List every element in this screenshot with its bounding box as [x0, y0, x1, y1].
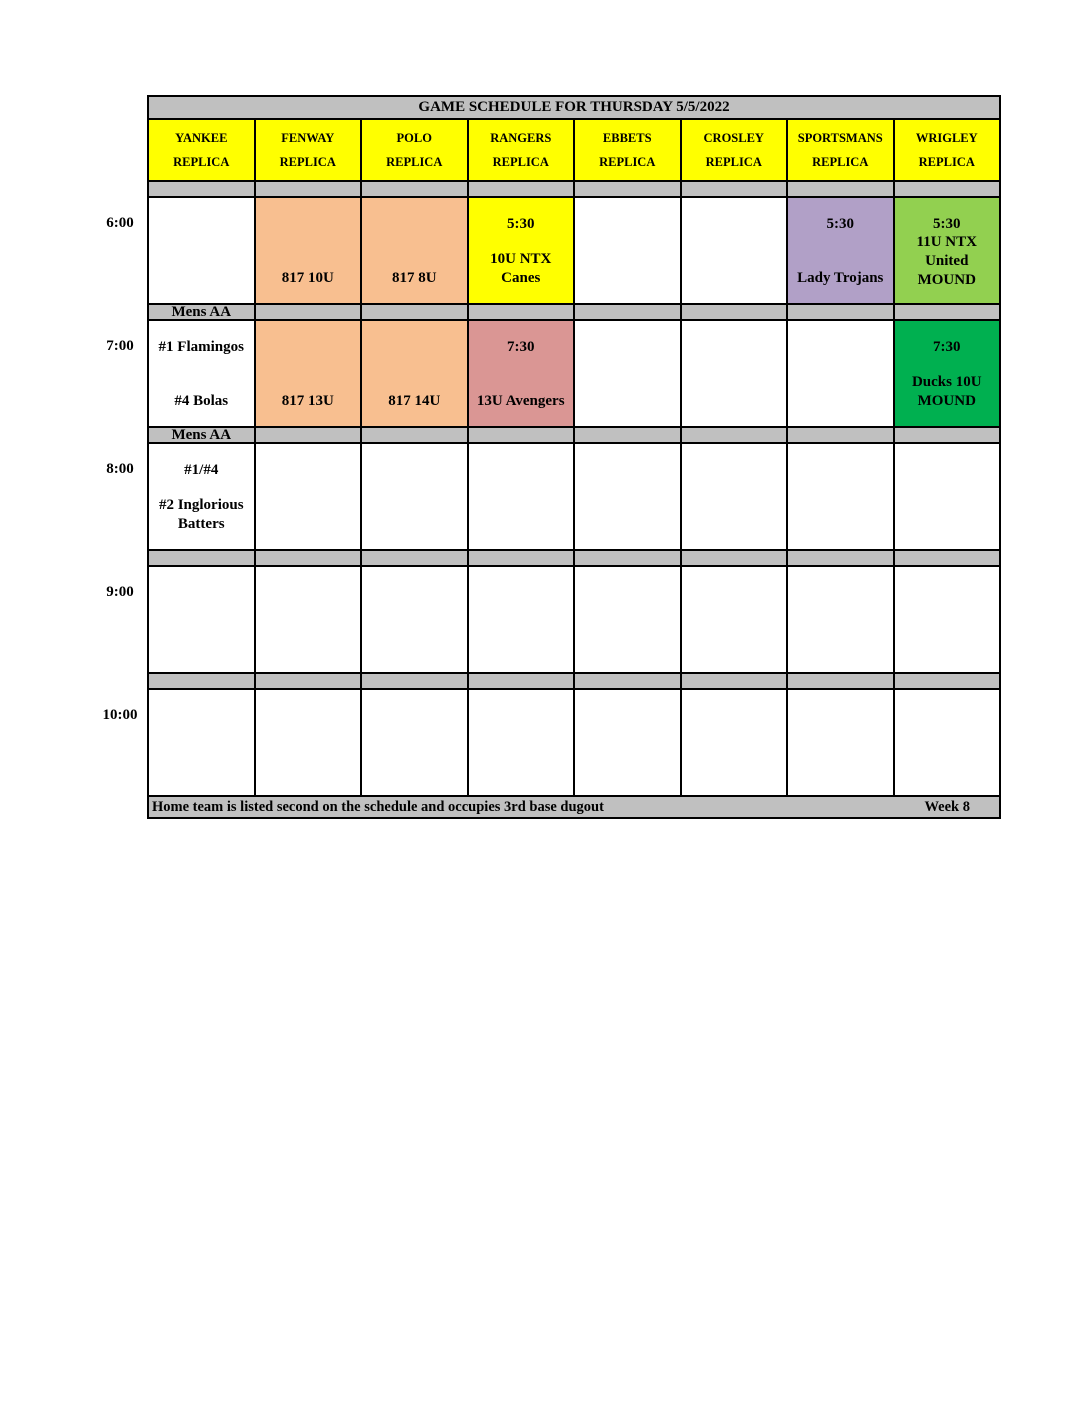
separator-row: [148, 427, 1000, 443]
field-header: [894, 119, 1001, 181]
separator-cell: [574, 550, 681, 566]
time-slot-row: [148, 197, 1000, 304]
game-cell: [255, 443, 362, 550]
team-name: 13U Avengers: [476, 393, 565, 409]
separator-cell: [361, 673, 468, 689]
field-subtitle: REPLICA: [386, 155, 443, 169]
game-entry: [362, 199, 467, 302]
game-cell: [361, 566, 468, 673]
separator-cell: [681, 550, 788, 566]
game-cell: [681, 566, 788, 673]
week-label: Week 8: [924, 798, 970, 815]
game-cell: [148, 443, 255, 550]
separator-cell: [787, 673, 894, 689]
field-name: CROSLEY: [703, 131, 764, 145]
time-slot-row: [148, 566, 1000, 673]
team-name: 817 8U: [391, 270, 437, 286]
game-cell: [255, 566, 362, 673]
game-entry: [256, 322, 361, 425]
field-subtitle: REPLICA: [492, 155, 549, 169]
field-header: [787, 119, 894, 181]
game-entry: [256, 199, 361, 302]
team-name: 817 13U: [281, 393, 334, 409]
game-cell: [894, 197, 1001, 304]
game-cell: [574, 689, 681, 796]
separator-cell: [894, 673, 1001, 689]
separator-row: [148, 304, 1000, 320]
game-time: 5:30: [933, 216, 961, 232]
game-time: 7:30: [507, 339, 535, 355]
game-cell: [787, 443, 894, 550]
separator-cell: [148, 673, 255, 689]
time-label: 10:00: [102, 707, 138, 723]
game-cell: [468, 197, 575, 304]
game-time: 5:30: [826, 216, 854, 232]
separator-cell: [361, 304, 468, 320]
team-name: 11U NTX United MOUND: [916, 234, 977, 288]
game-cell: [681, 197, 788, 304]
separator-cell: [894, 181, 1001, 197]
separator-cell: [574, 673, 681, 689]
team-name: 817 10U: [281, 270, 334, 286]
game-cell: [255, 320, 362, 427]
separator-cell: [787, 427, 894, 443]
game-cell: [361, 197, 468, 304]
separator-cell: [787, 550, 894, 566]
game-entry: [469, 199, 574, 302]
team-name: 10U NTX Canes: [490, 251, 552, 286]
time-label: 6:00: [106, 215, 134, 231]
game-cell: [681, 443, 788, 550]
game-cell: [894, 320, 1001, 427]
field-header-row: [148, 119, 1000, 181]
game-entry: [149, 445, 254, 548]
team-name: Ducks 10U MOUND: [911, 374, 982, 409]
team-name: Lady Trojans: [797, 270, 884, 286]
game-cell: [361, 443, 468, 550]
separator-cell: [468, 181, 575, 197]
field-name: SPORTSMANS: [797, 131, 883, 145]
field-name: WRIGLEY: [915, 131, 978, 145]
separator-row: [148, 673, 1000, 689]
footer-note: Home team is listed second on the schedule and occupies 3rd base dugout: [152, 798, 604, 815]
game-cell: [361, 689, 468, 796]
field-name: POLO: [396, 131, 432, 145]
time-label: 8:00: [106, 461, 134, 477]
game-cell: [574, 320, 681, 427]
separator-cell: [681, 181, 788, 197]
separator-cell: [574, 181, 681, 197]
game-cell: [468, 443, 575, 550]
game-time: #1/#4: [184, 462, 219, 478]
separator-cell: [255, 427, 362, 443]
field-header: [361, 119, 468, 181]
field-subtitle: REPLICA: [705, 155, 762, 169]
field-header: [148, 119, 255, 181]
game-cell: [787, 197, 894, 304]
time-label: 9:00: [106, 584, 134, 600]
field-header: [468, 119, 575, 181]
game-cell: [681, 320, 788, 427]
game-entry: [469, 322, 574, 425]
game-cell: [787, 689, 894, 796]
separator-cell: [894, 550, 1001, 566]
field-name: EBBETS: [602, 131, 652, 145]
separator-cell: [255, 304, 362, 320]
game-cell: [681, 689, 788, 796]
game-cell: [468, 320, 575, 427]
separator-row: [148, 181, 1000, 197]
separator-cell: [255, 550, 362, 566]
separator-cell: [468, 427, 575, 443]
separator-cell: [361, 550, 468, 566]
team-name: #2 Inglorious Batters: [158, 497, 244, 532]
separator-cell: [787, 304, 894, 320]
separator-cell: [574, 304, 681, 320]
field-subtitle: REPLICA: [173, 155, 230, 169]
game-cell: [787, 320, 894, 427]
field-subtitle: REPLICA: [918, 155, 975, 169]
game-cell: [148, 689, 255, 796]
game-time: #1 Flamingos: [158, 339, 244, 355]
game-time: 5:30: [507, 216, 535, 232]
game-entry: [788, 199, 893, 302]
separator-cell: [468, 550, 575, 566]
game-entry: [362, 322, 467, 425]
game-entry: [149, 322, 254, 425]
field-header: [255, 119, 362, 181]
field-name: YANKEE: [175, 131, 228, 145]
time-slot-row: [148, 689, 1000, 796]
game-entry: [895, 199, 1000, 302]
game-cell: [574, 443, 681, 550]
separator-row: [148, 550, 1000, 566]
separator-cell: [148, 181, 255, 197]
schedule-title: GAME SCHEDULE FOR THURSDAY 5/5/2022: [148, 96, 1000, 119]
separator-cell: [574, 427, 681, 443]
game-cell: [255, 689, 362, 796]
field-subtitle: REPLICA: [812, 155, 869, 169]
field-header: [681, 119, 788, 181]
separator-cell: [894, 304, 1001, 320]
time-slot-row: [148, 443, 1000, 550]
field-name: FENWAY: [281, 131, 335, 145]
separator-cell: [787, 181, 894, 197]
game-cell: [255, 197, 362, 304]
separator-cell: [361, 181, 468, 197]
game-cell: [894, 443, 1001, 550]
team-name: 817 14U: [388, 393, 441, 409]
game-cell: [574, 197, 681, 304]
footer-row: [148, 796, 1000, 818]
field-subtitle: REPLICA: [599, 155, 656, 169]
game-cell: [148, 566, 255, 673]
separator-cell: [468, 304, 575, 320]
game-cell: [787, 566, 894, 673]
game-cell: [574, 566, 681, 673]
team-name: #4 Bolas: [174, 393, 229, 409]
field-name: RANGERS: [490, 131, 552, 145]
separator-cell: [681, 673, 788, 689]
time-slot-row: [148, 320, 1000, 427]
game-cell: [468, 689, 575, 796]
separator-cell: [148, 550, 255, 566]
separator-cell: Mens AA: [148, 427, 255, 443]
separator-cell: [681, 304, 788, 320]
game-cell: [148, 320, 255, 427]
separator-cell: Mens AA: [148, 304, 255, 320]
game-entry: [895, 322, 1000, 425]
separator-cell: [468, 673, 575, 689]
game-cell: [361, 320, 468, 427]
game-cell: [468, 566, 575, 673]
field-subtitle: REPLICA: [279, 155, 336, 169]
separator-cell: [894, 427, 1001, 443]
game-cell: [894, 566, 1001, 673]
game-cell: [894, 689, 1001, 796]
game-cell: [148, 197, 255, 304]
separator-cell: [361, 427, 468, 443]
title-row: [148, 96, 1000, 119]
game-time: 7:30: [933, 339, 961, 355]
field-header: [574, 119, 681, 181]
footer-cell: [148, 796, 1000, 818]
separator-cell: [255, 181, 362, 197]
time-label: 7:00: [106, 338, 134, 354]
separator-cell: [255, 673, 362, 689]
schedule-table: [147, 95, 1001, 819]
separator-cell: [681, 427, 788, 443]
